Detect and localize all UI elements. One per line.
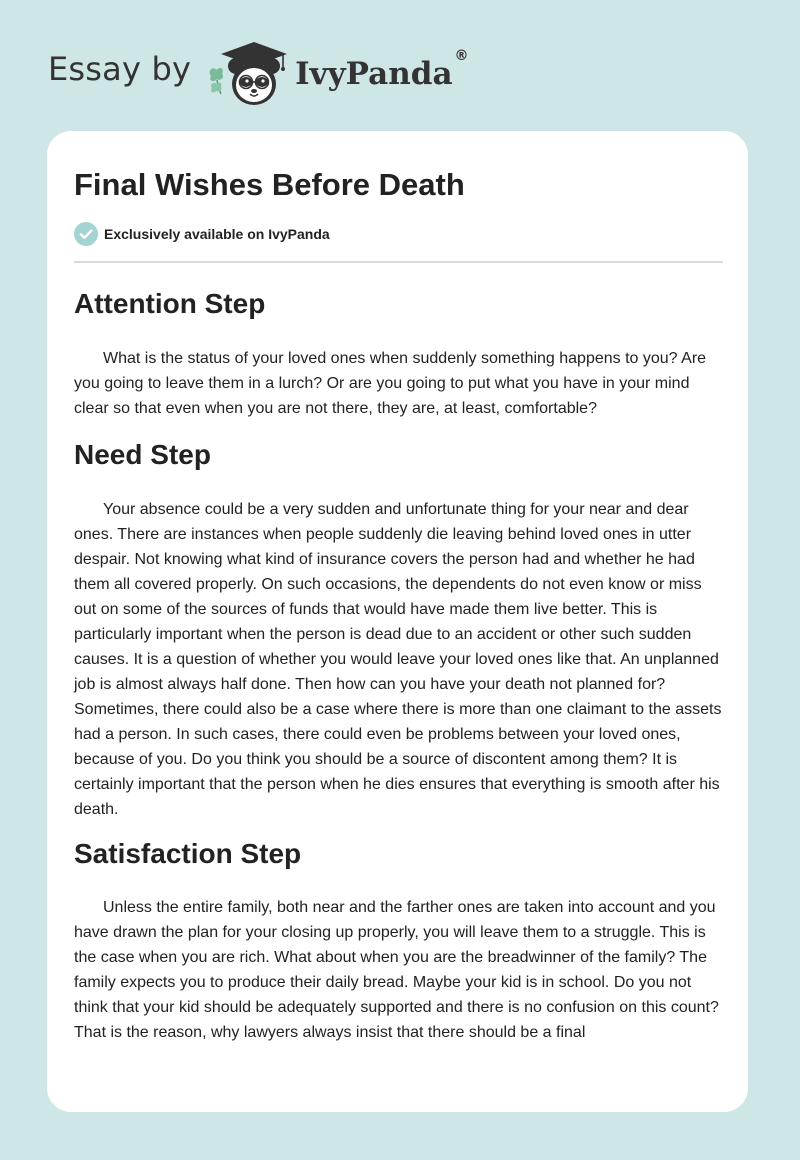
section-heading: Attention Step (74, 288, 266, 319)
exclusive-badge-text: Exclusively available on IvyPanda (104, 226, 330, 242)
essay-body (74, 281, 723, 1045)
page-title: Final Wishes Before Death (74, 167, 465, 202)
section-paragraph: Unless the entire family, both near and the farther ones are taken into account and you have drawn the plan for your closing up properly, you will leave them to a struggle. This is the case when you are rich. What about when you are the breadwinner of the family? The family expects you to produce their daily bread. Maybe your kid is in school. Do you not think that your kid should be adequately supported and there is no confusion on this count? That is the reason, why lawyers always insist that there should be a final (74, 899, 719, 1041)
section-need-step (74, 435, 723, 822)
title-divider (74, 261, 723, 263)
section-paragraph: What is the status of your loved ones when suddenly something happens to you? Are you going to leave them in a lurch? Or are you going to put what you have in your mind clear so that even when you are not there, they are, at least, comfortable? (74, 350, 707, 417)
brand-name-text: IvyPanda (295, 56, 453, 92)
section-paragraph: Your absence could be a very sudden and unfortunate thing for your near and dear ones. There are instances when people suddenly die leaving behind loved ones in utter despair. Not knowing what kind of insurance covers the person had and whether he had them all covered properly. On such occasions, the dependents do not even know or miss out on some of the sources of funds that would have made them live better. This is particularly important when the person is dead due to an accident or other such sudden causes. It is a question of whether you would leave your loved ones like that. An unplanned job is almost always half done. Then how can you have your death not planned for? Sometimes, there could also be a case where there is more than one claimant to the assets had a person. In such cases, there could even be problems between your loved ones, because of you. Do you think you should be a source of discontent among them? It is certainly important that the person when he dies ensures that everything is smooth after his death. (74, 501, 722, 818)
brand-header (48, 34, 469, 112)
registered-mark: ® (454, 48, 469, 64)
section-satisfaction-step (74, 834, 723, 1045)
section-heading: Need Step (74, 439, 211, 470)
brand-name (295, 48, 469, 92)
essay-card (47, 131, 748, 1112)
section-attention-step (74, 284, 723, 421)
section-heading: Satisfaction Step (74, 838, 302, 869)
panda-graduate-logo-icon (205, 36, 293, 110)
exclusive-badge (74, 222, 330, 246)
check-circle-icon (74, 222, 98, 246)
ivy-leaf-icon (210, 68, 223, 94)
brand-prefix: Essay by (48, 50, 192, 88)
